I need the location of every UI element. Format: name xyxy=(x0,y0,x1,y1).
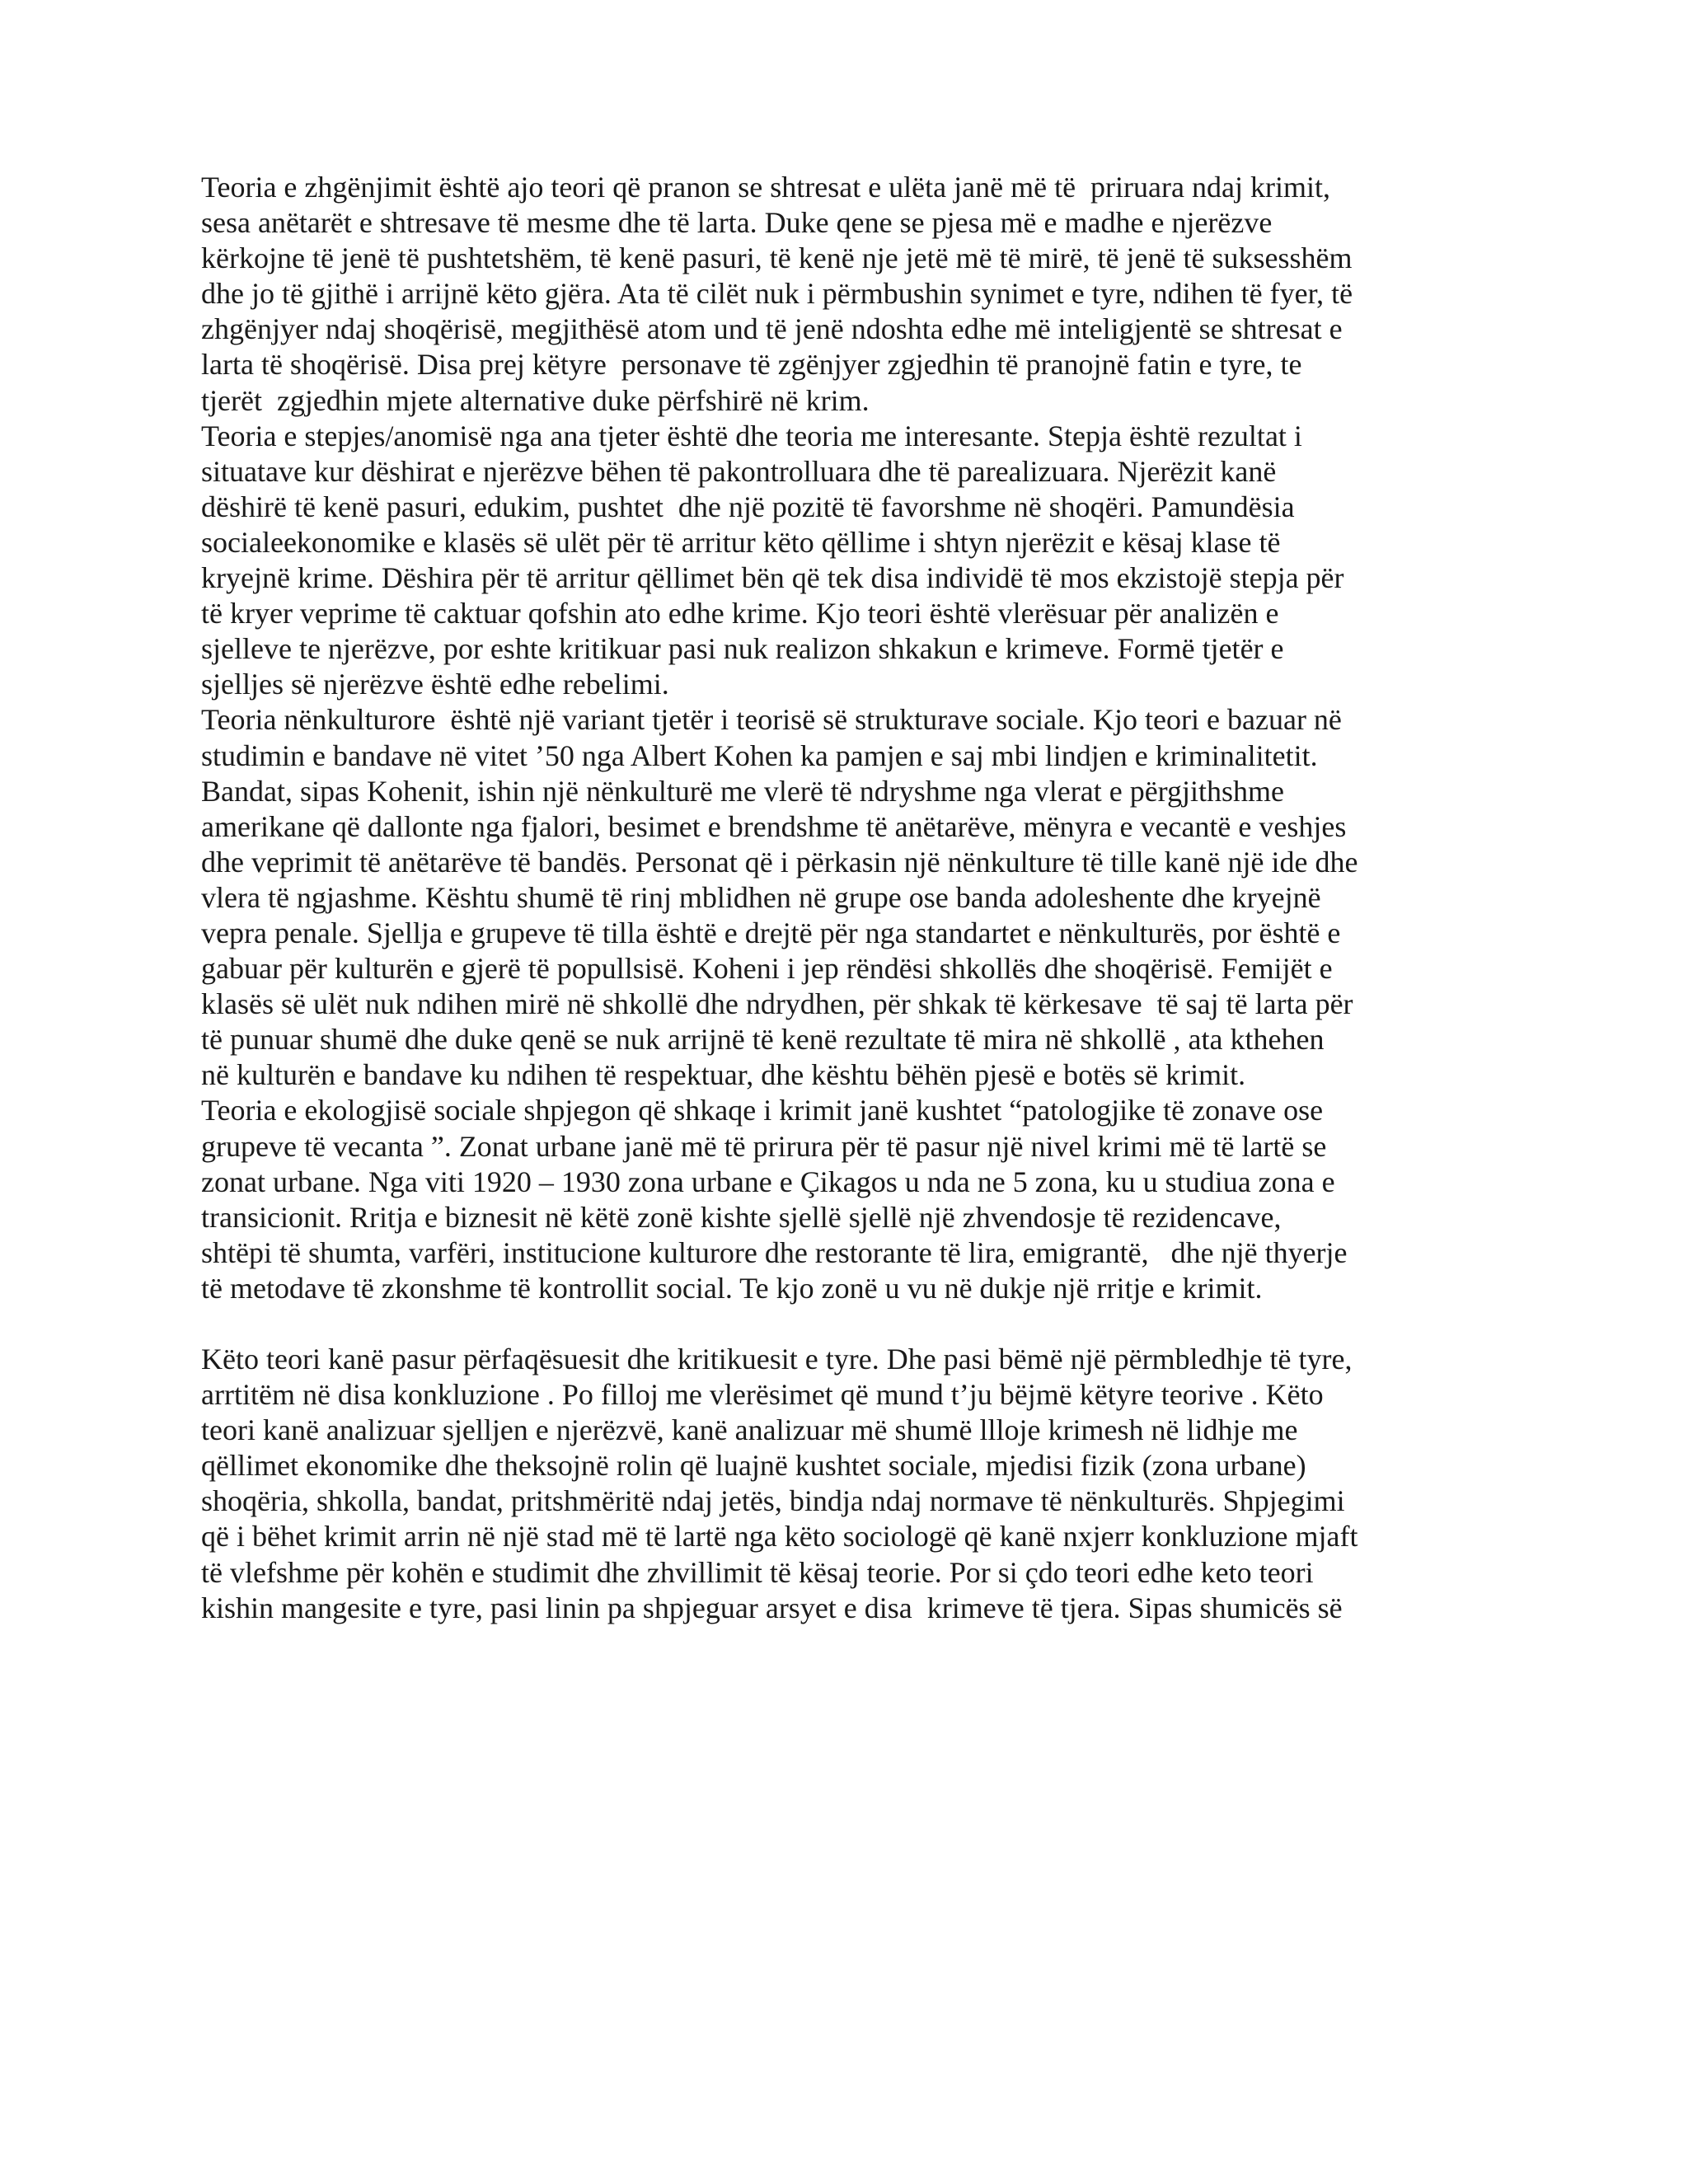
paragraph-spacer xyxy=(201,1306,1503,1342)
text-line: vlera të ngjashme. Kështu shumë të rinj mblidhen në grupe ose banda adoleshente dhe kryejnë xyxy=(201,880,1321,914)
text-line: sjelleve te njerëzve, por eshte kritikuar pasi nuk realizon shkakun e krimeve. Formë tjetër e xyxy=(201,632,1284,666)
text-line: vepra penale. Sjellja e grupeve të tilla është e drejtë për nga standartet e nënkulturës, por është e xyxy=(201,916,1341,949)
text-line: të vlefshme për kohën e studimit dhe zhvillimit të kësaj teorie. Por si çdo teori edhe keto teori xyxy=(201,1555,1314,1589)
text-line: studimin e bandave në vitet ’50 nga Albert Kohen ka pamjen e saj mbi lindjen e kriminalitetit. xyxy=(201,738,1318,772)
text-line: zonat urbane. Nga viti 1920 – 1930 zona urbane e Çikagos u nda ne 5 zona, ku u studiua zona e xyxy=(201,1165,1335,1198)
text-line: shtëpi të shumta, varfëri, institucione kulturore dhe restorante të lira, emigrantë, dhe një thyerje xyxy=(201,1235,1348,1269)
paragraph-5 xyxy=(201,1342,1503,1626)
paragraph-2 xyxy=(201,419,1503,703)
text-line: Teoria nënkulturore është një variant tjetër i teorisë së strukturave sociale. Kjo teori e bazuar në xyxy=(201,703,1342,737)
text-line: sesa anëtarët e shtresave të mesme dhe të larta. Duke qene se pjesa më e madhe e njerëzve xyxy=(201,206,1273,240)
text-line: dhe jo të gjithë i arrijnë këto gjëra. Ata të cilët nuk i përmbushin synimet e tyre, ndihen të fyer, të xyxy=(201,277,1353,311)
text-line: situatave kur dëshirat e njerëzve bëhen të pakontrolluara dhe të parealizuara. Njerëzit kanë xyxy=(201,454,1277,488)
text-line: dhe veprimit të anëtarëve të bandës. Personat që i përkasin një nënkulture të tille kanë një ide dhe xyxy=(201,845,1358,879)
text-line: dëshirë të kenë pasuri, edukim, pushtet dhe një pozitë të favorshme në shoqëri. Pamundësia xyxy=(201,490,1295,523)
text-line: transicionit. Rritja e biznesit në këtë zonë kishte sjellë sjellë një zhvendosje të rezidencave, xyxy=(201,1200,1282,1234)
text-line: që i bëhet krimit arrin në një stad më të lartë nga këto sociologë që kanë nxjerr konkluzione mjaft xyxy=(201,1520,1358,1554)
text-line: gabuar për kulturën e gjerë të popullsisë. Koheni i jep rëndësi shkollës dhe shoqërisë. Femijët e xyxy=(201,952,1333,986)
text-line: Këto teori kanë pasur përfaqësuesit dhe kritikuesit e tyre. Dhe pasi bëmë një përmbledhje të tyre, xyxy=(201,1343,1353,1376)
text-line: kishin mangesite e tyre, pasi linin pa shpjeguar arsyet e disa krimeve të tjera. Sipas shumicës së xyxy=(201,1591,1343,1624)
text-line: në kulturën e bandave ku ndihen të respektuar, dhe kështu bëhën pjesë e botës së krimit. xyxy=(201,1058,1246,1092)
paragraph-4 xyxy=(201,1093,1503,1306)
text-line: të kryer veprime të caktuar qofshin ato edhe krime. Kjo teori është vlerësuar për analizën e xyxy=(201,597,1279,630)
document-body xyxy=(201,170,1503,1626)
text-line: të punuar shumë dhe duke qenë se nuk arrijnë të kenë rezultate të mira në shkollë , ata kthehen xyxy=(201,1023,1325,1057)
text-line: grupeve të vecanta ”. Zonat urbane janë më të prirura për të pasur një nivel krimi më të lartë se xyxy=(201,1129,1327,1163)
text-line: Teoria e zhgënjimit është ajo teori që pranon se shtresat e ulëta janë më të priruara ndaj krimit, xyxy=(201,171,1330,204)
text-line: larta të shoqërisë. Disa prej këtyre personave të zgënjyer zgjedhin të pranojnë fatin e tyre, te xyxy=(201,348,1302,382)
paragraph-1 xyxy=(201,170,1503,419)
text-line: amerikane që dallonte nga fjalori, besimet e brendshme të anëtarëve, mënyra e vecantë e veshjes xyxy=(201,809,1347,843)
text-line: kërkojne të jenë të pushtetshëm, të kenë pasuri, të kenë nje jetë më të mirë, të jenë të suksesshëm xyxy=(201,241,1353,275)
text-line: socialeekonomike e klasës së ulët për të arritur këto qëllime i shtyn njerëzit e kësaj klase të xyxy=(201,525,1281,559)
text-line: qëllimet ekonomike dhe theksojnë rolin që luajnë kushtet sociale, mjedisi fizik (zona urbane) xyxy=(201,1449,1306,1483)
text-line: klasës së ulët nuk ndihen mirë në shkollë dhe ndrydhen, për shkak të kërkesave të saj të larta për xyxy=(201,987,1353,1021)
text-line: të metodave të zkonshme të kontrollit social. Te kjo zonë u vu në dukje një rritje e krimit. xyxy=(201,1271,1263,1305)
text-line: shoqëria, shkolla, bandat, pritshmëritë ndaj jetës, bindja ndaj normave të nënkulturës. Shpjegimi xyxy=(201,1484,1345,1518)
text-line: sjelljes së njerëzve është edhe rebelimi. xyxy=(201,668,669,701)
text-line: Bandat, sipas Kohenit, ishin një nënkulturë me vlerë të ndryshme nga vlerat e përgjithshme xyxy=(201,774,1284,808)
text-line: arrtitëm në disa konkluzione . Po filloj me vlerësimet që mund t’ju bëjmë këtyre teorive . Këto xyxy=(201,1378,1324,1412)
text-line: Teoria e stepjes/anomisë nga ana tjeter është dhe teoria me interesante. Stepja është rezultat i xyxy=(201,419,1302,452)
paragraph-3 xyxy=(201,702,1503,1093)
text-line: Teoria e ekologjisë sociale shpjegon që shkaqe i krimit janë kushtet “patologjike të zonave ose xyxy=(201,1094,1324,1127)
text-line: kryejnë krime. Dëshira për të arritur qëllimet bën që tek disa individë të mos ekzistojë stepja për xyxy=(201,561,1344,595)
text-line: tjerët zgjedhin mjete alternative duke përfshirë në krim. xyxy=(201,383,870,417)
text-line: zhgënjyer ndaj shoqërisë, megjithësë atom und të jenë ndoshta edhe më inteligjentë se shtresat e xyxy=(201,312,1343,346)
text-line: teori kanë analizuar sjelljen e njerëzvë, kanë analizuar më shumë llloje krimesh në lidhje me xyxy=(201,1413,1298,1447)
